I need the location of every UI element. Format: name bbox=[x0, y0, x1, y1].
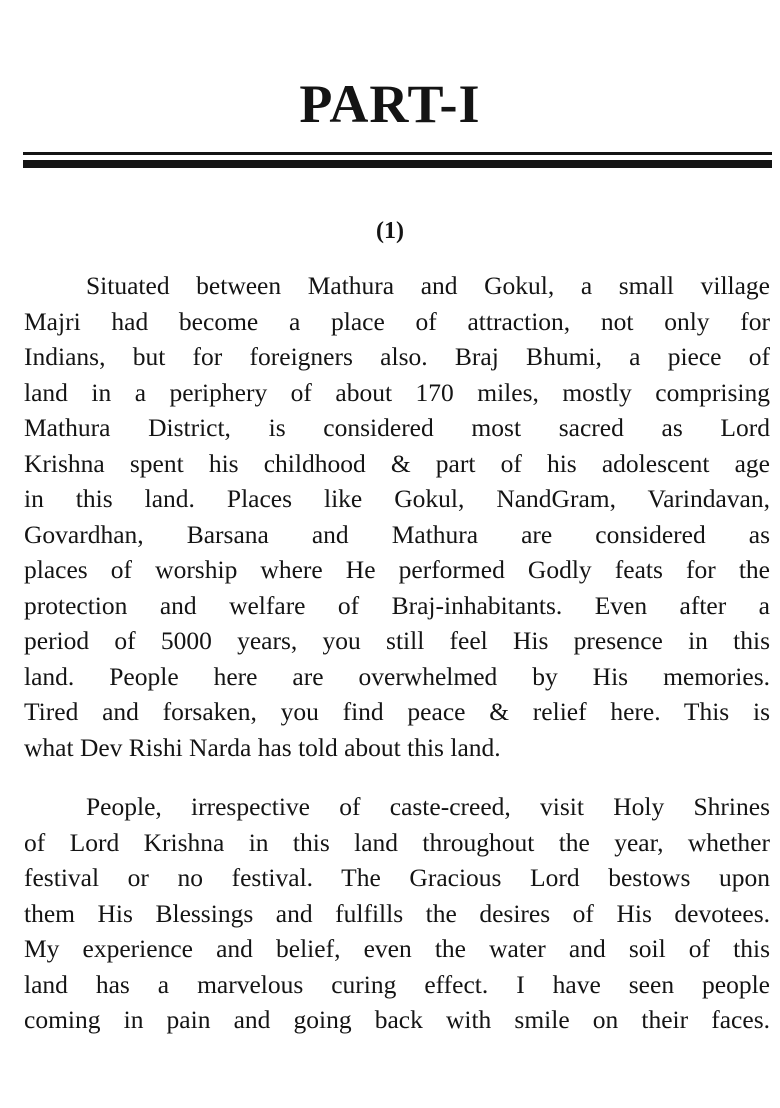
text-line: land has a marvelous curing effect. I have seen people bbox=[24, 969, 770, 999]
text-line: My experience and belief, even the water and soil of this bbox=[24, 934, 770, 963]
text-line: land in a periphery of about 170 miles, mostly comprising bbox=[24, 377, 770, 407]
section-number: (1) bbox=[376, 218, 404, 244]
text-line: Indians, but for foreigners also. Braj Bhumi, a piece of bbox=[24, 342, 770, 371]
paragraph-1 bbox=[24, 268, 770, 765]
text-line: Govardhan, Barsana and Mathura are considered as bbox=[24, 519, 770, 549]
text-line: of Lord Krishna in this land throughout the year, whether bbox=[24, 827, 770, 857]
text-line: in this land. Places like Gokul, NandGram, Varindavan, bbox=[24, 484, 770, 513]
text-line: land. People here are overwhelmed by His memories. bbox=[24, 661, 770, 691]
text-line: them His Blessings and fulfills the desires of His devotees. bbox=[24, 898, 770, 928]
text-line: what Dev Rishi Narda has told about this land. bbox=[24, 732, 501, 762]
text-line: coming in pain and going back with smile on their faces. bbox=[24, 1005, 770, 1034]
paragraph-2 bbox=[24, 789, 770, 1038]
text-line: Tired and forsaken, you find peace & relief here. This is bbox=[24, 697, 770, 726]
text-line: Mathura District, is considered most sacred as Lord bbox=[24, 413, 770, 442]
text-line: People, irrespective of caste-creed, visit Holy Shrines bbox=[86, 792, 770, 821]
text-line: festival or no festival. The Gracious Lord bestows upon bbox=[24, 863, 770, 892]
text-line: Situated between Mathura and Gokul, a small village bbox=[86, 271, 770, 300]
page-title: PART-I bbox=[299, 74, 481, 134]
text-line: Krishna spent his childhood & part of his adolescent age bbox=[24, 448, 770, 478]
text-line: period of 5000 years, you still feel His presence in this bbox=[24, 626, 770, 655]
text-line: protection and welfare of Braj-inhabitants. Even after a bbox=[24, 590, 770, 620]
title-divider-thin bbox=[23, 152, 772, 155]
title-divider-thick bbox=[23, 160, 772, 168]
text-line: Majri had become a place of attraction, not only for bbox=[24, 306, 770, 336]
text-line: places of worship where He performed Godly feats for the bbox=[24, 555, 770, 584]
